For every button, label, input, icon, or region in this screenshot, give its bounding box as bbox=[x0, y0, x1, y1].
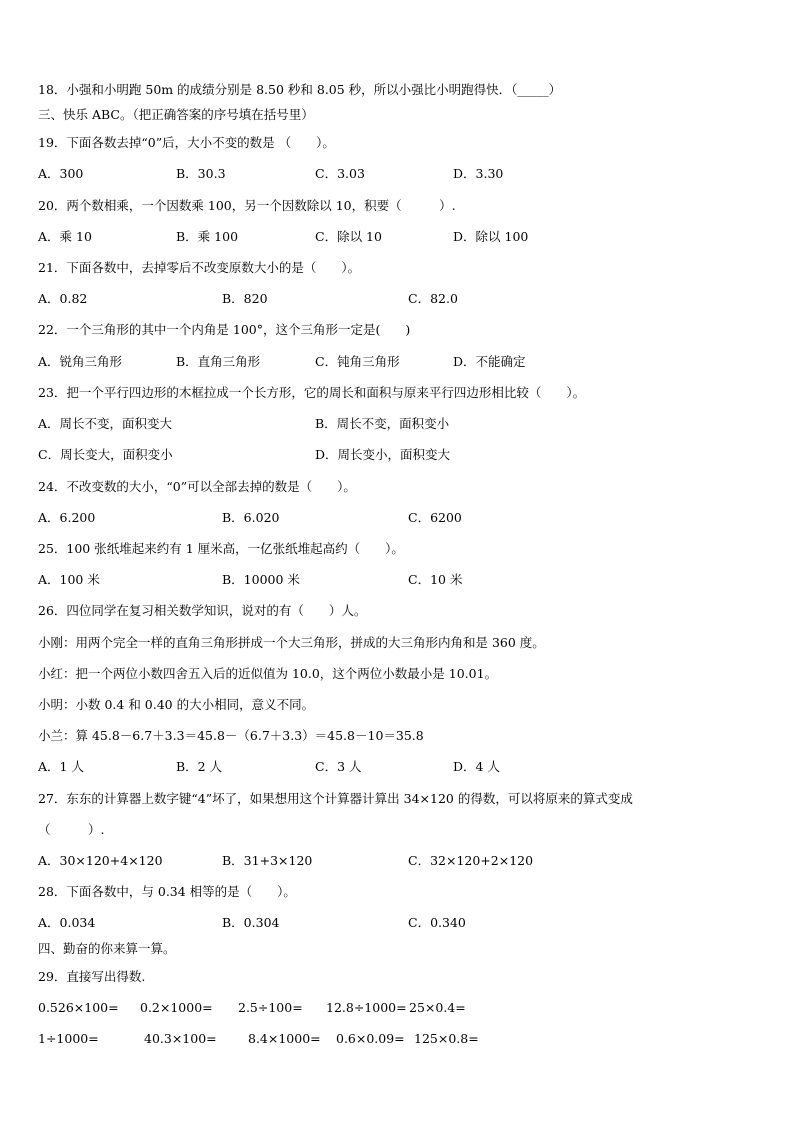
option-b[interactable]: B．2 人 bbox=[176, 759, 223, 774]
question-21-stem: 21．下面各数中，去掉零后不改变原数大小的是（ ）。 bbox=[38, 260, 361, 275]
statement-xiaohong: 小红：把一个两位小数四舍五入后的近似值为 10.0，这个两位小数最小是 10.01。 bbox=[38, 666, 498, 681]
calc-item: 0.526×100= bbox=[38, 1000, 119, 1015]
option-d[interactable]: D．周长变小，面积变大 bbox=[315, 447, 451, 462]
question-29-stem: 29．直接写出得数. bbox=[38, 969, 146, 984]
question-23-stem: 23．把一个平行四边形的木框拉成一个长方形，它的周长和面积与原来平行四边形相比较（ ）。 bbox=[38, 385, 586, 400]
calc-item: 125×0.8= bbox=[414, 1031, 479, 1046]
option-a[interactable]: A．锐角三角形 bbox=[38, 354, 123, 369]
calc-item: 0.2×1000= bbox=[140, 1000, 213, 1015]
statement-xiaogang: 小刚：用两个完全一样的直角三角形拼成一个大三角形，拼成的大三角形内角和是 360 度。 bbox=[38, 635, 545, 650]
section-3-heading: 三、快乐 ABC。（把正确答案的序号填在括号里） bbox=[38, 107, 314, 122]
calc-item: 12.8÷1000= bbox=[326, 1000, 407, 1015]
question-27-options bbox=[38, 853, 758, 869]
statement-xiaoming: 小明：小数 0.4 和 0.40 的大小相同，意义不同。 bbox=[38, 697, 315, 712]
question-19-options bbox=[38, 166, 758, 182]
question-21-options bbox=[38, 291, 758, 307]
option-b[interactable]: B．乘 100 bbox=[176, 229, 239, 244]
option-c[interactable]: C．6200 bbox=[408, 510, 462, 525]
question-23-options-row2 bbox=[38, 447, 758, 463]
question-26-stem: 26．四位同学在复习相关数学知识，说对的有（ ）人。 bbox=[38, 603, 367, 618]
question-24-options bbox=[38, 510, 758, 526]
calc-item: 0.6×0.09= bbox=[336, 1031, 405, 1046]
option-d[interactable]: D．3.30 bbox=[453, 166, 504, 181]
option-b[interactable]: B．6.020 bbox=[222, 510, 280, 525]
question-27-stem: 27．东东的计算器上数字键“4”坏了，如果想用这个计算器计算出 34×120 的得数，可以将原来的算式变成 bbox=[38, 791, 633, 806]
question-23-options-row1 bbox=[38, 416, 758, 432]
question-25-options bbox=[38, 572, 758, 588]
option-a[interactable]: A．30×120+4×120 bbox=[38, 853, 163, 868]
calc-item: 40.3×100= bbox=[144, 1031, 217, 1046]
option-a[interactable]: A．乘 10 bbox=[38, 229, 92, 244]
option-a[interactable]: A．0.034 bbox=[38, 915, 96, 930]
option-b[interactable]: B．周长不变，面积变小 bbox=[315, 416, 450, 431]
option-a[interactable]: A．周长不变，面积变大 bbox=[38, 416, 173, 431]
option-a[interactable]: A．100 米 bbox=[38, 572, 100, 587]
calc-item: 2.5÷100= bbox=[238, 1000, 303, 1015]
calc-item: 25×0.4= bbox=[409, 1000, 466, 1015]
option-d[interactable]: D．4 人 bbox=[453, 759, 500, 774]
option-a[interactable]: A．0.82 bbox=[38, 291, 88, 306]
option-b[interactable]: B．30.3 bbox=[176, 166, 226, 181]
option-b[interactable]: B．直角三角形 bbox=[176, 354, 261, 369]
option-c[interactable]: C．3 人 bbox=[315, 759, 362, 774]
calc-item: 8.4×1000= bbox=[248, 1031, 321, 1046]
option-c[interactable]: C．除以 10 bbox=[315, 229, 382, 244]
option-a[interactable]: A．6.200 bbox=[38, 510, 96, 525]
calc-item: 1÷1000= bbox=[38, 1031, 99, 1046]
question-18: 18．小强和小明跑 50m 的成绩分别是 8.50 秒和 8.05 秒，所以小强比小明跑得快．（_____） bbox=[38, 82, 562, 97]
question-19-stem: 19．下面各数去掉“0”后，大小不变的数是 （ ）。 bbox=[38, 135, 335, 150]
option-b[interactable]: B．0.304 bbox=[222, 915, 280, 930]
option-c[interactable]: C．3.03 bbox=[315, 166, 365, 181]
statement-xiaolan: 小兰：算 45.8－6.7＋3.3＝45.8－（6.7＋3.3）＝45.8－10＝35.8 bbox=[38, 728, 424, 743]
question-22-options bbox=[38, 354, 758, 370]
question-25-stem: 25．100 张纸堆起来约有 1 厘米高，一亿张纸堆起高约（ ）。 bbox=[38, 541, 404, 556]
option-c[interactable]: C．82.0 bbox=[408, 291, 458, 306]
option-b[interactable]: B．31+3×120 bbox=[222, 853, 313, 868]
option-d[interactable]: D．除以 100 bbox=[453, 229, 529, 244]
question-20-stem: 20．两个数相乘，一个因数乘 100，另一个因数除以 10，积要（ ）. bbox=[38, 198, 456, 213]
option-b[interactable]: B．10000 米 bbox=[222, 572, 300, 587]
question-20-options bbox=[38, 229, 758, 245]
question-22-stem: 22．一个三角形的其中一个内角是 100°，这个三角形一定是( ) bbox=[38, 322, 411, 337]
option-c[interactable]: C．10 米 bbox=[408, 572, 463, 587]
option-c[interactable]: C．钝角三角形 bbox=[315, 354, 400, 369]
question-28-options bbox=[38, 915, 758, 931]
question-26-options bbox=[38, 759, 758, 775]
option-d[interactable]: D．不能确定 bbox=[453, 354, 526, 369]
section-4-heading: 四、勤奋的你来算一算。 bbox=[38, 941, 176, 956]
option-c[interactable]: C．0.340 bbox=[408, 915, 466, 930]
option-a[interactable]: A．1 人 bbox=[38, 759, 84, 774]
option-c[interactable]: C．32×120+2×120 bbox=[408, 853, 534, 868]
option-c[interactable]: C．周长变大，面积变小 bbox=[38, 447, 173, 462]
question-27-blank: （ ）. bbox=[38, 822, 105, 837]
question-28-stem: 28．下面各数中，与 0.34 相等的是（ ）。 bbox=[38, 884, 296, 899]
option-a[interactable]: A．300 bbox=[38, 166, 84, 181]
option-b[interactable]: B．820 bbox=[222, 291, 268, 306]
question-24-stem: 24．不改变数的大小，“0”可以全部去掉的数是（ ）。 bbox=[38, 479, 356, 494]
